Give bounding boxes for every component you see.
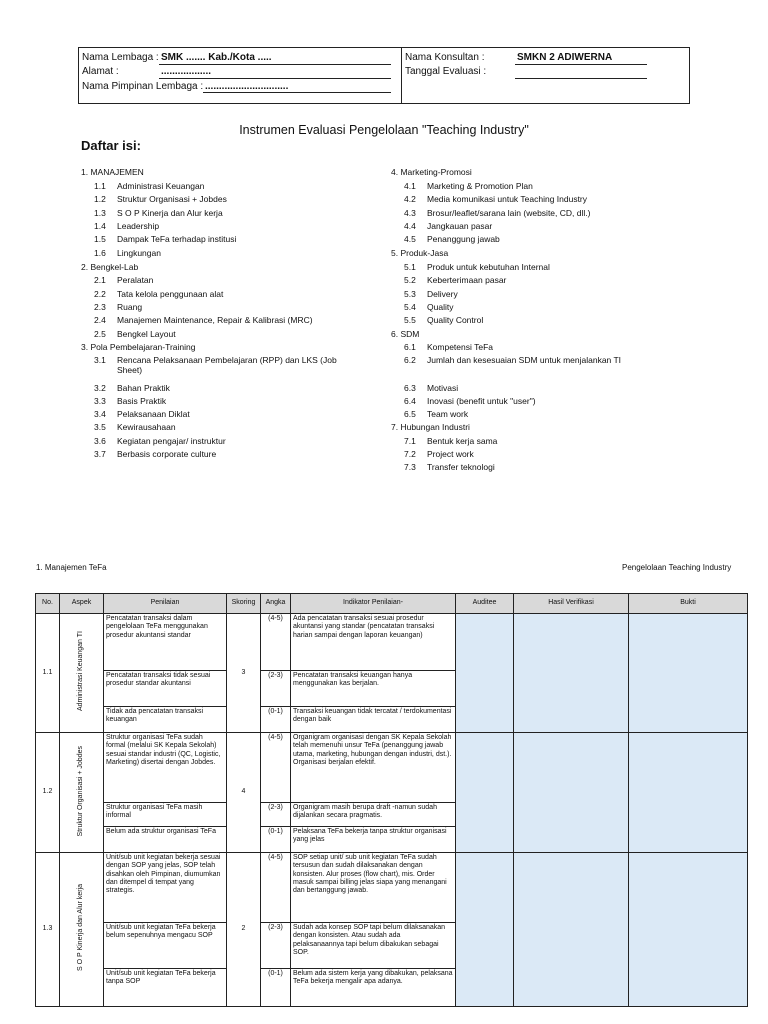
penilaian-cell: Struktur organisasi TeFa sudah formal (melalui SK Kepala Sekolah) sesuai standar industri (QC, Logistic, Marketing) disertai dengan Jobdes. xyxy=(104,733,227,803)
table-header-row xyxy=(36,594,748,614)
row-aspek: Struktur Organisasi + Jobdes xyxy=(60,733,104,853)
indikator-cell: Pencatatan transaksi keuangan hanya menggunakan kas berjalan. xyxy=(291,671,456,707)
angka-cell: (2-3) xyxy=(261,923,291,969)
penilaian-cell: Pencatatan transaksi dalam pengelolaan TeFa menggunakan prosedur akuntansi standar xyxy=(104,614,227,671)
table-row xyxy=(36,733,748,803)
toc-heading: Daftar isi: xyxy=(81,138,141,153)
penilaian-cell: Pencatatan transaksi tidak sesuai prosedur standar akuntansi xyxy=(104,671,227,707)
alamat-value: .................. xyxy=(161,66,212,77)
header-hasil-verifikasi: Hasil Verifikasi xyxy=(514,594,629,614)
row-number: 1.1 xyxy=(36,614,60,733)
bukti-cell[interactable] xyxy=(629,733,748,853)
angka-cell: (2-3) xyxy=(261,803,291,827)
header-no: No. xyxy=(36,594,60,614)
angka-cell: (0-1) xyxy=(261,827,291,853)
section-title: 1. Manajemen TeFa xyxy=(36,563,107,572)
toc-section-7: 7. Hubungan Industri xyxy=(391,422,470,432)
hasil-verifikasi-cell[interactable] xyxy=(514,614,629,733)
auditee-cell[interactable] xyxy=(456,853,514,1007)
indikator-cell: Organigram masih berupa draft -namun sudah dijalankan secara pragmatis. xyxy=(291,803,456,827)
header-divider xyxy=(401,48,402,103)
penilaian-cell: Struktur organisasi TeFa masih informal xyxy=(104,803,227,827)
indikator-cell: Organigram organisasi dengan SK Kepala Sekolah telah memenuhi unsur TeFa (penanggung jawab utama, marketing, hubungan dengan industri, dst.). Organisasi berjalan efektif. xyxy=(291,733,456,803)
row-aspek: Administrasi Keuangan TI xyxy=(60,614,104,733)
tanggal-underline xyxy=(515,78,647,79)
toc-section-1: 1. MANAJEMEN xyxy=(81,167,144,177)
indikator-cell: Pelaksana TeFa bekerja tanpa struktur organisasi yang jelas xyxy=(291,827,456,853)
pimpinan-label: Nama Pimpinan Lembaga : xyxy=(82,81,204,92)
toc-section-6: 6. SDM xyxy=(391,329,420,339)
indikator-cell: SOP setiap unit/ sub unit kegiatan TeFa sudah tersusun dan sudah dilaksanakan dengan konsisten. Alur proses (flow chart), mis. Order masuk sampai billing jelas siapa yang menangani dan bertanggung jawab. xyxy=(291,853,456,923)
penilaian-cell: Belum ada struktur organisasi TeFa xyxy=(104,827,227,853)
header-aspek: Aspek xyxy=(60,594,104,614)
toc-section-5: 5. Produk-Jasa xyxy=(391,248,449,258)
auditee-cell[interactable] xyxy=(456,614,514,733)
angka-cell: (4-5) xyxy=(261,614,291,671)
alamat-label: Alamat : xyxy=(82,66,119,77)
toc-section-2: 2. Bengkel-Lab xyxy=(81,262,139,272)
row-number: 1.3 xyxy=(36,853,60,1007)
angka-cell: (0-1) xyxy=(261,969,291,1007)
header-indikator: Indikator Penilaian- xyxy=(291,594,456,614)
bukti-cell[interactable] xyxy=(629,853,748,1007)
angka-cell: (4-5) xyxy=(261,733,291,803)
skoring-cell: 2 xyxy=(227,853,261,1007)
angka-cell: (2-3) xyxy=(261,671,291,707)
toc-section-4: 4. Marketing-Promosi xyxy=(391,167,472,177)
hasil-verifikasi-cell[interactable] xyxy=(514,853,629,1007)
konsultan-underline xyxy=(515,64,647,65)
angka-cell: (0-1) xyxy=(261,707,291,733)
header-bukti: Bukti xyxy=(629,594,748,614)
indikator-cell: Belum ada sistem kerja yang dibakukan, pelaksana TeFa bekerja mengalir apa adanya. xyxy=(291,969,456,1007)
auditee-cell[interactable] xyxy=(456,733,514,853)
table-row xyxy=(36,853,748,923)
tanggal-label: Tanggal Evaluasi : xyxy=(405,66,487,77)
indikator-cell: Sudah ada konsep SOP tapi belum dilaksanakan dengan konsisten. Atau sudah ada pelaksanaannya tapi belum dibakukan sebagai SOP. xyxy=(291,923,456,969)
konsultan-label: Nama Konsultan : xyxy=(405,52,485,63)
angka-cell: (4-5) xyxy=(261,853,291,923)
hasil-verifikasi-cell[interactable] xyxy=(514,733,629,853)
skoring-cell: 3 xyxy=(227,614,261,733)
konsultan-value: SMKN 2 ADIWERNA xyxy=(517,52,613,63)
section-right-label: Pengelolaan Teaching Industry xyxy=(622,563,732,572)
penilaian-cell: Unit/sub unit kegiatan TeFa bekerja tanpa SOP xyxy=(104,969,227,1007)
header-penilaian: Penilaian xyxy=(104,594,227,614)
table-row xyxy=(36,614,748,671)
document-title: Instrumen Evaluasi Pengelolaan "Teaching Industry" xyxy=(239,123,529,137)
row-aspek: S O P Kinerja dan Alur kerja xyxy=(60,853,104,1007)
penilaian-cell: Unit/sub unit kegiatan TeFa bekerja belum sepenuhnya mengacu SOP xyxy=(104,923,227,969)
header-auditee: Auditee xyxy=(456,594,514,614)
lembaga-label: Nama Lembaga : xyxy=(82,52,159,63)
pimpinan-value: .............................. xyxy=(205,81,289,92)
skoring-cell: 4 xyxy=(227,733,261,853)
pimpinan-underline xyxy=(203,92,391,93)
lembaga-underline xyxy=(159,64,391,65)
toc-section-3: 3. Pola Pembelajaran-Training xyxy=(81,342,196,352)
indikator-cell: Transaksi keuangan tidak tercatat / terdokumentasi dengan baik xyxy=(291,707,456,733)
bukti-cell[interactable] xyxy=(629,614,748,733)
lembaga-value: SMK ....... Kab./Kota ..... xyxy=(161,52,272,63)
indikator-cell: Ada pencatatan transaksi sesuai prosedur akuntansi yang standar (pencatatan transaksi harian sampai dengan laporan keuangan) xyxy=(291,614,456,671)
alamat-underline xyxy=(159,78,391,79)
header-box xyxy=(78,47,690,104)
header-skoring: Skoring xyxy=(227,594,261,614)
header-angka: Angka xyxy=(261,594,291,614)
evaluation-table xyxy=(35,593,748,1007)
penilaian-cell: Unit/sub unit kegiatan bekerja sesuai dengan SOP yang jelas, SOP telah disahkan oleh Pimpinan, diumumkan dan ditempel di tempat yang strategis. xyxy=(104,853,227,923)
row-number: 1.2 xyxy=(36,733,60,853)
penilaian-cell: Tidak ada pencatatan transaksi keuangan xyxy=(104,707,227,733)
